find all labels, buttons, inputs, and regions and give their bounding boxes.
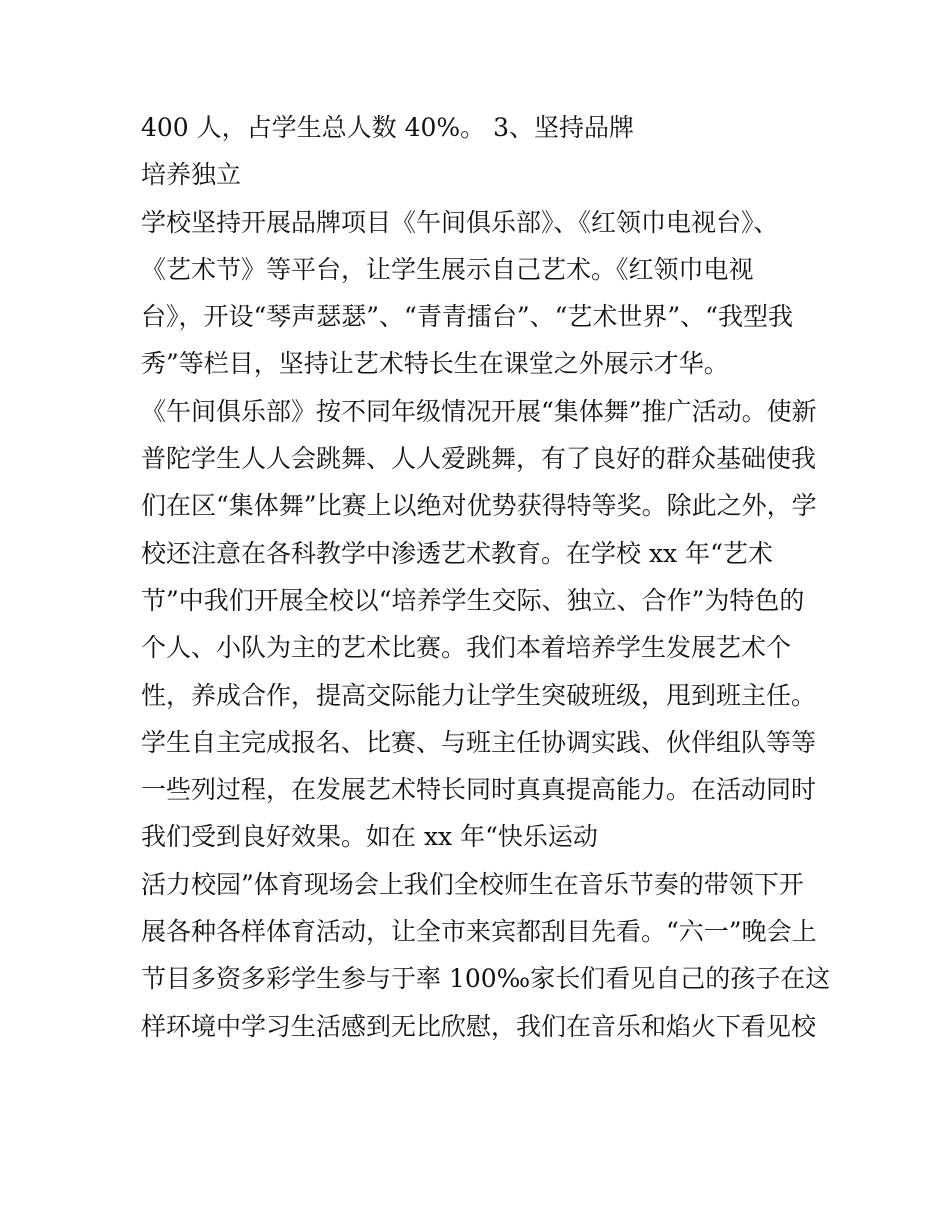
text-line: 学生自主完成报名、比赛、与班主任协调实践、伙伴组队等等 bbox=[141, 727, 817, 757]
text-line: 秀”等栏目，坚持让艺术特长生在课堂之外展示才华。 bbox=[141, 349, 729, 379]
text-line: 展各种各样体育活动，让全市来宾都刮目先看。“六一”晚会上 bbox=[141, 917, 817, 947]
text-line: 普陀学生人人会跳舞、人人爱跳舞，有了良好的群众基础使我 bbox=[141, 444, 817, 474]
text-line: 活力校园”体育现场会上我们全校师生在音乐节奏的带领下开 bbox=[141, 869, 804, 899]
text-line: 学校坚持开展品牌项目《午间俱乐部》、《红领巾电视台》、 bbox=[141, 207, 779, 237]
text-line: 台》，开设“琴声瑟瑟”、“青青擂台”、“艺术世界”、“我型我 bbox=[141, 302, 793, 332]
text-line: 培养独立 bbox=[141, 160, 242, 190]
text-line: 《午间俱乐部》按不同年级情况开展“集体舞”推广活动。使新 bbox=[141, 396, 817, 426]
text-line: 样环境中学习生活感到无比欣慰，我们在音乐和焰火下看见校 bbox=[141, 1011, 817, 1041]
text-line: 校还注意在各科教学中渗透艺术教育。在学校 xx 年“艺术 bbox=[141, 538, 773, 568]
text-line: 《艺术节》等平台，让学生展示自己艺术。《红领巾电视 bbox=[141, 254, 754, 284]
body-text bbox=[141, 104, 831, 1050]
text-line: 个人、小队为主的艺术比赛。我们本着培养学生发展艺术个 bbox=[141, 633, 792, 663]
text-line: 一些列过程，在发展艺术特长同时真真提高能力。在活动同时 bbox=[141, 775, 817, 805]
text-line: 们在区“集体舞”比赛上以绝对优势获得特等奖。除此之外，学 bbox=[141, 491, 817, 521]
text-line: 400 人，占学生总人数 40%。 3、坚持品牌 bbox=[141, 113, 635, 142]
text-line: 节目多资多彩学生参与于率 100‰家长们看见自己的孩子在这 bbox=[141, 964, 831, 994]
text-line: 性，养成合作，提高交际能力让学生突破班级，甩到班主任。 bbox=[141, 680, 817, 710]
text-line: 节”中我们开展全校以“培养学生交际、独立、合作”为特色的 bbox=[141, 585, 805, 615]
text-line: 我们受到良好效果。如在 xx 年“快乐运动 bbox=[141, 822, 598, 852]
